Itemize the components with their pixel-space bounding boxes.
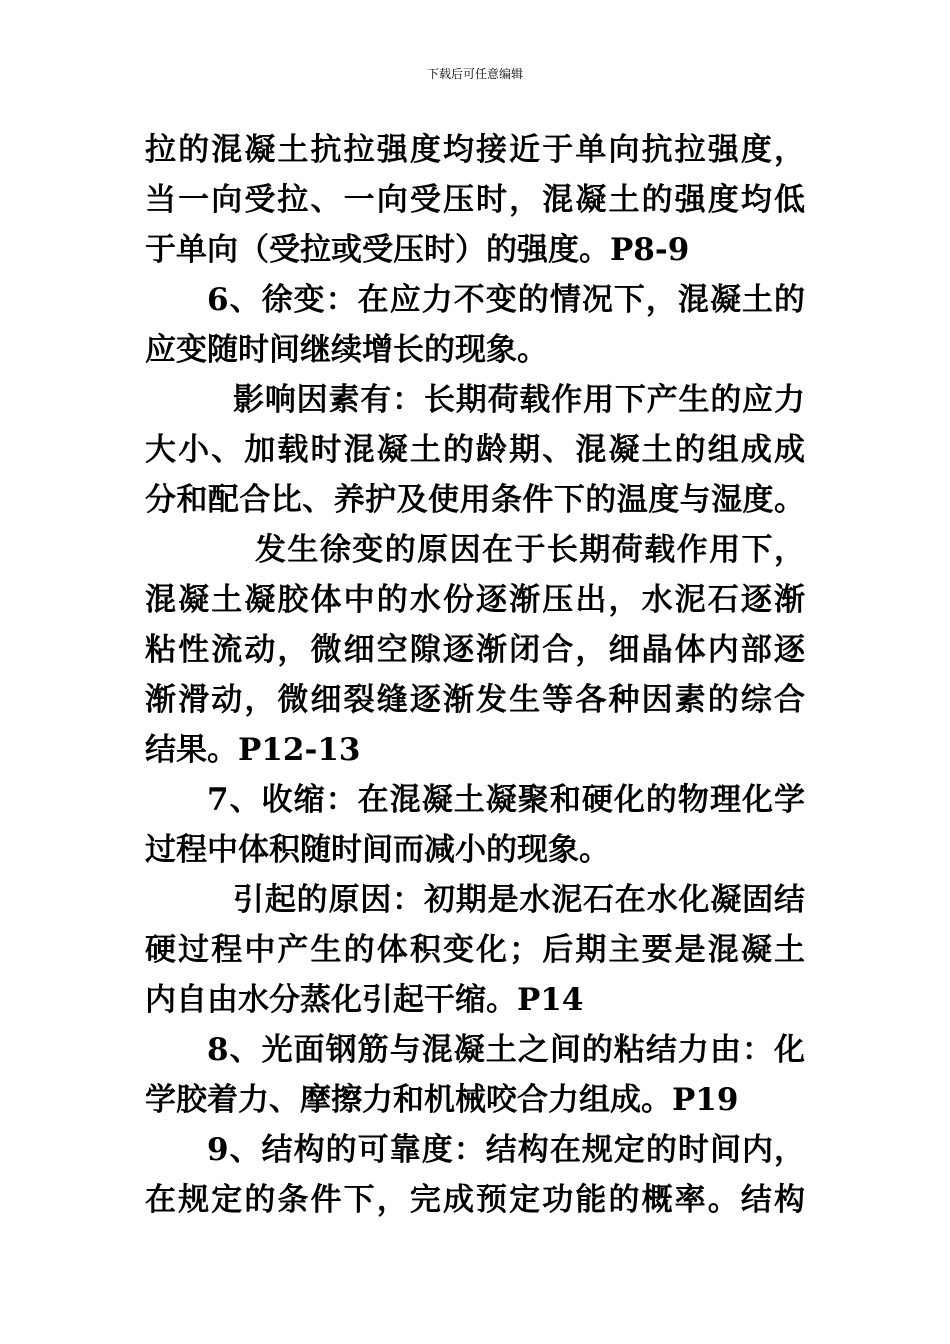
paragraph-start-line: 7、收缩：在混凝土凝聚和硬化的物理化学 bbox=[207, 782, 805, 818]
paragraph-start-line: 8、光面钢筋与混凝土之间的粘结力由：化 bbox=[207, 1032, 805, 1068]
text-line: 过程中体积随时间而减小的现象。 bbox=[145, 832, 610, 868]
text-line: 在规定的条件下，完成预定功能的概率。结构 bbox=[145, 1182, 805, 1218]
text-line: 应变随时间继续增长的现象。 bbox=[145, 332, 548, 368]
text-line: 结果。P12-13 bbox=[145, 732, 361, 768]
text-line: 大小、加载时混凝土的龄期、混凝土的组成成 bbox=[145, 432, 805, 468]
text-line: 于单向（受拉或受压时）的强度。P8-9 bbox=[145, 232, 690, 268]
text-line: 混凝土凝胶体中的水份逐渐压出，水泥石逐渐 bbox=[145, 582, 805, 618]
document-body bbox=[145, 125, 805, 1225]
text-line: 当一向受拉、一向受压时，混凝土的强度均低 bbox=[145, 182, 805, 218]
text-line: 学胶着力、摩擦力和机械咬合力组成。P19 bbox=[145, 1082, 739, 1118]
paragraph-start-line: 影响因素有：长期荷载作用下产生的应力 bbox=[233, 382, 805, 418]
text-line: 拉的混凝土抗拉强度均接近于单向抗拉强度， bbox=[145, 132, 805, 168]
text-line: 渐滑动，微细裂缝逐渐发生等各种因素的综合 bbox=[145, 682, 805, 718]
text-line: 分和配合比、养护及使用条件下的温度与湿度。 bbox=[145, 482, 805, 518]
text-line: 粘性流动，微细空隙逐渐闭合，细晶体内部逐 bbox=[145, 632, 805, 668]
text-line: 内自由水分蒸化引起干缩。P14 bbox=[145, 982, 584, 1018]
paragraph-start-line: 9、结构的可靠度：结构在规定的时间内， bbox=[207, 1132, 805, 1168]
text-line: 硬过程中产生的体积变化；后期主要是混凝土 bbox=[145, 932, 805, 968]
page-header: 下载后可任意编辑 bbox=[426, 67, 523, 81]
paragraph-start-line: 引起的原因：初期是水泥石在水化凝固结 bbox=[233, 882, 805, 918]
paragraph-start-line: 6、徐变：在应力不变的情况下，混凝土的 bbox=[207, 282, 805, 318]
paragraph-start-line: 发生徐变的原因在于长期荷载作用下， bbox=[255, 532, 805, 568]
